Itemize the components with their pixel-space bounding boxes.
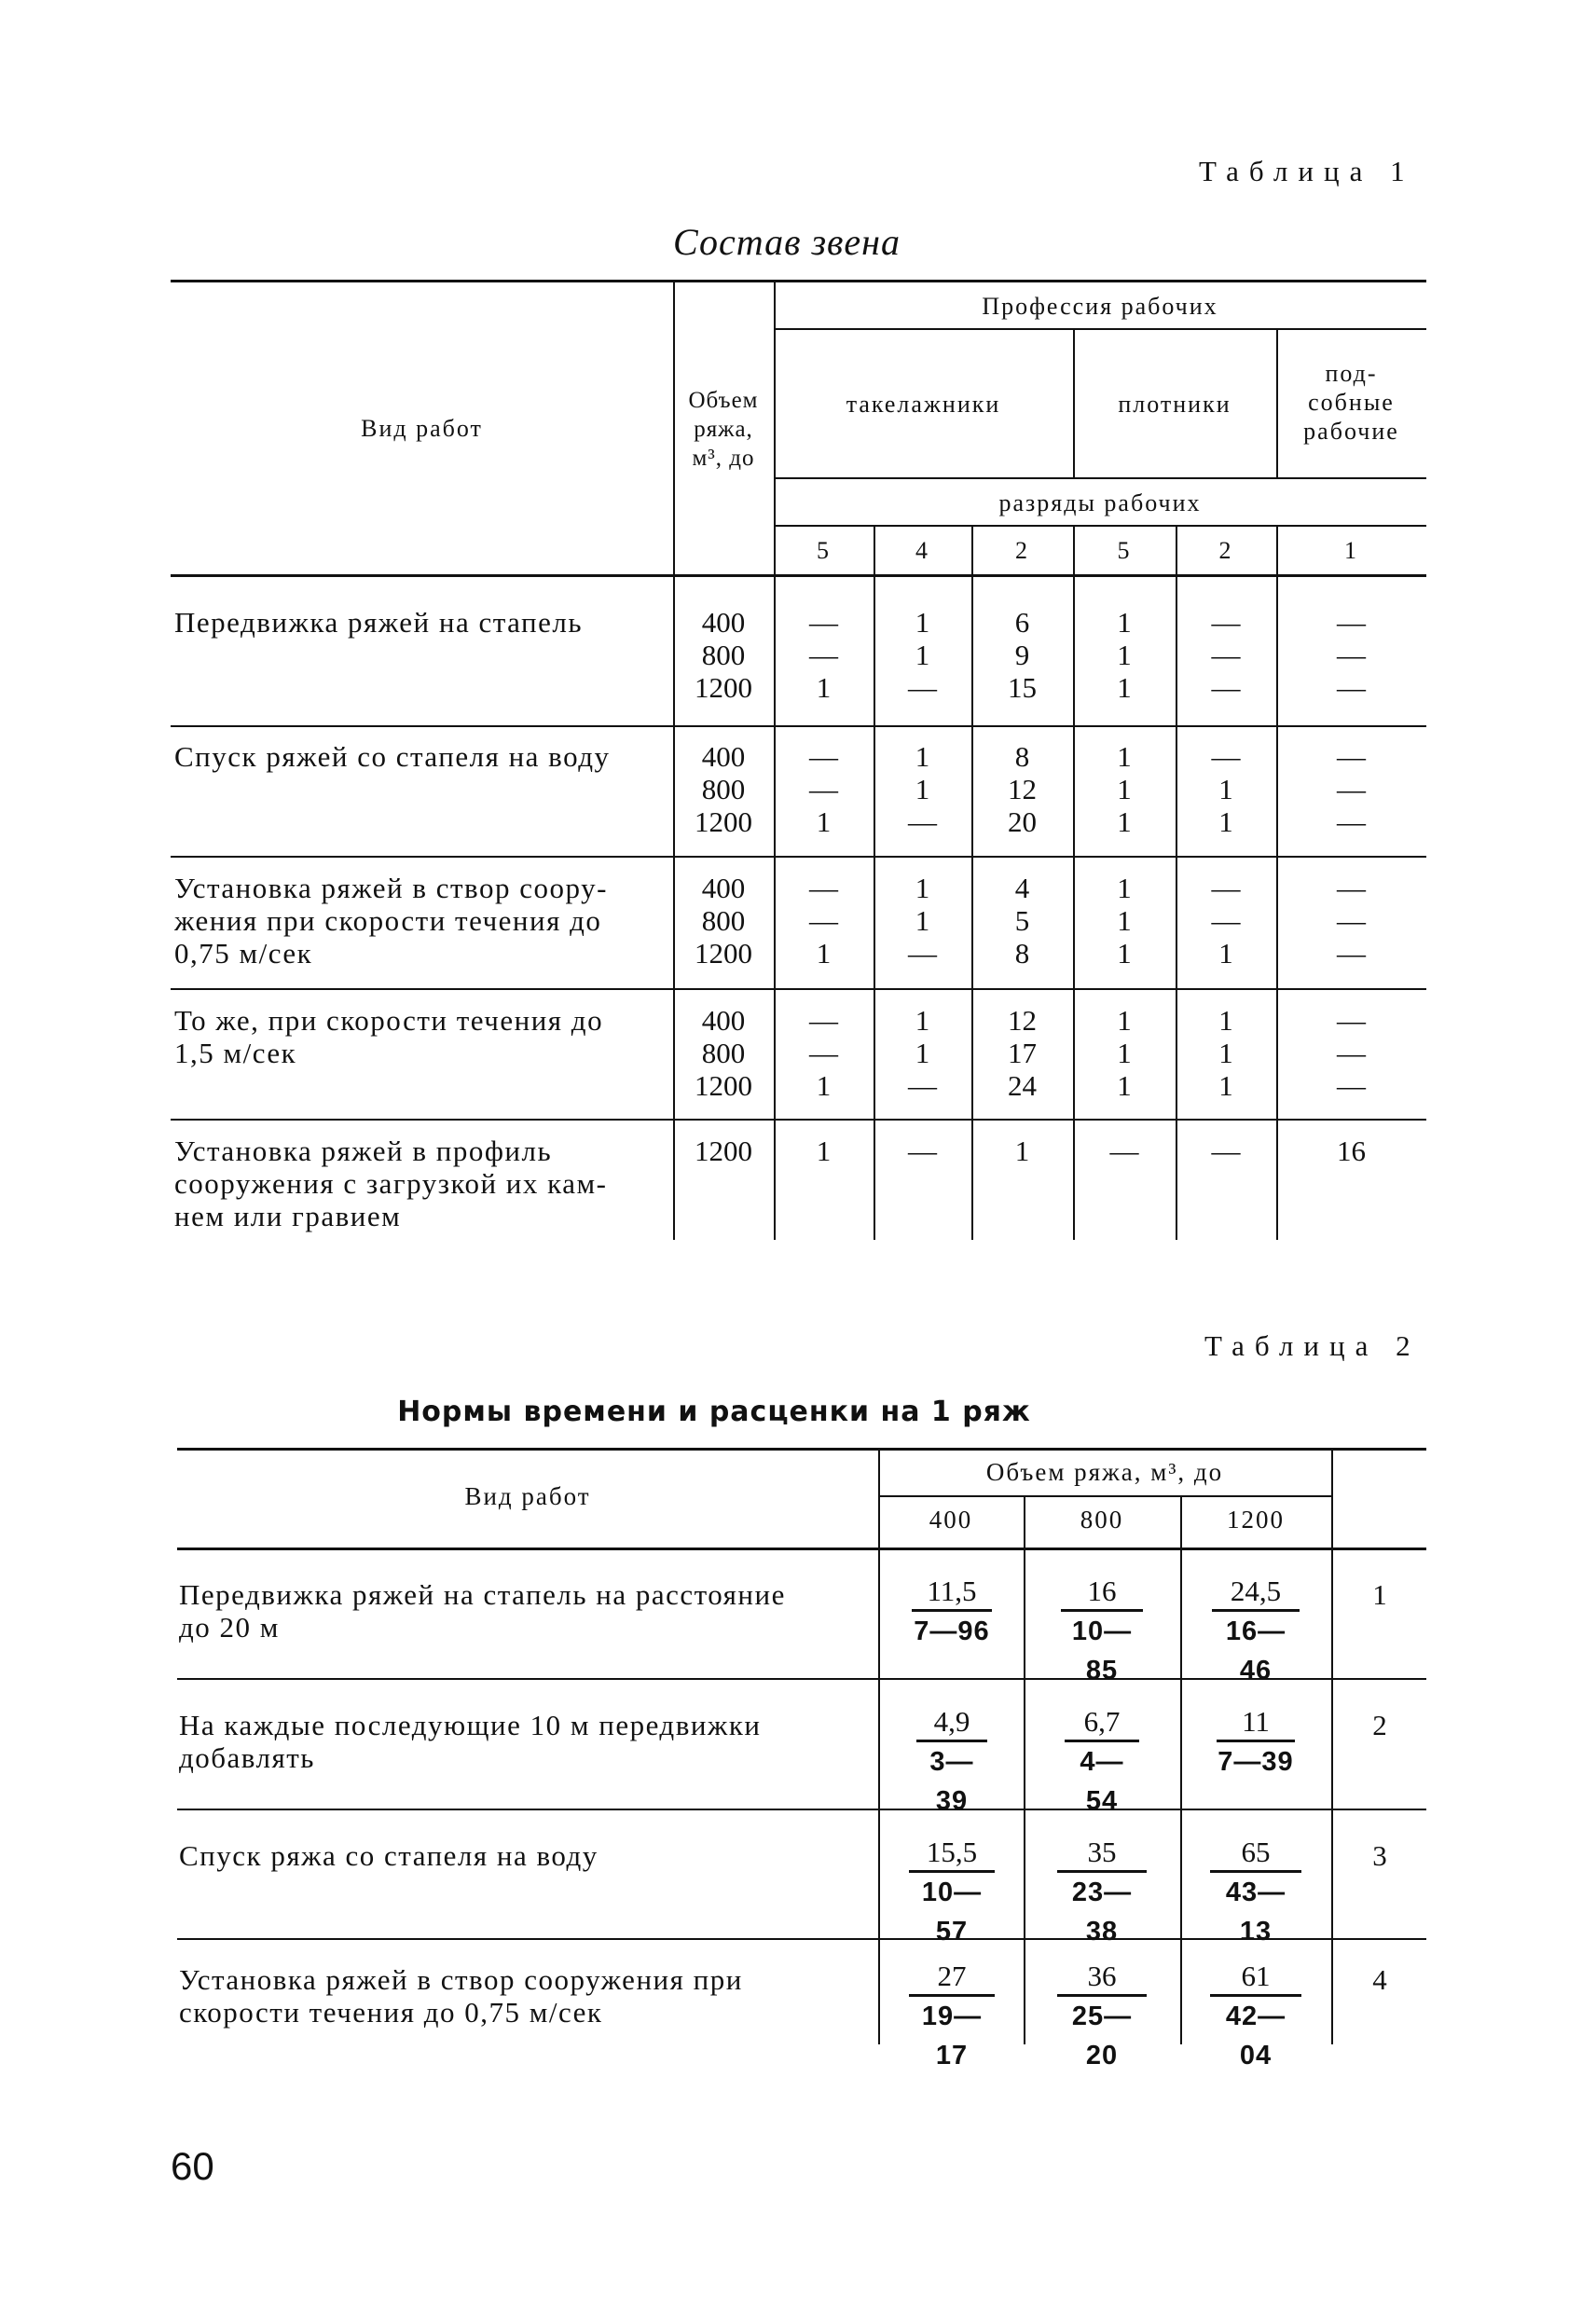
table-cell: — — 1 [809, 872, 838, 970]
grade-cell: 4 [915, 537, 929, 564]
col-header-helpers: под- собные рабочие [1303, 360, 1399, 445]
norm-value: $\frac{24,5}{16—46}$ [1212, 1574, 1300, 1690]
col-header-work: Вид работ [361, 415, 483, 442]
table-cell: — — — [1337, 872, 1366, 970]
table-row-work: Передвижка ряжей на стапель на расстояние до 20 м [179, 1578, 786, 1644]
table-row-volumes: 400 800 1200 [695, 740, 752, 838]
norm-value: $\frac{4,9}{3—39}$ [916, 1704, 987, 1821]
col-header-work: Вид работ [464, 1482, 591, 1510]
table-cell: 12 17 24 [1008, 1004, 1037, 1102]
table-cell: — — — [1211, 606, 1241, 704]
table-cell: 1 1 1 [1218, 1004, 1233, 1102]
table-row-work: Передвижка ряжей на стапель [174, 606, 583, 639]
norm-value: $\frac{61}{42—04}$ [1210, 1959, 1301, 2075]
table2-title: Нормы времени и расценки на 1 ряж [397, 1396, 1031, 1428]
table-cell: — [1109, 1135, 1139, 1167]
table2-label: Таблица 2 [1204, 1329, 1421, 1362]
col-header-riggers: такелажники [846, 391, 1001, 418]
table-cell: 1 [816, 1135, 832, 1167]
table-cell: 1 1 1 [1117, 1004, 1132, 1102]
table-row-work: То же, при скорости течения до 1,5 м/сек [174, 1004, 604, 1069]
table-cell: — — 1 [809, 606, 838, 704]
row-number: 3 [1372, 1839, 1387, 1872]
table-row-work: На каждые последующие 10 м передвижки добавлять [179, 1709, 762, 1774]
table-cell: 1 1 — [908, 606, 937, 704]
col-header-volume: Объем ряжа, м³, до [688, 388, 759, 471]
table-cell: 1 1 1 [1117, 872, 1132, 970]
norm-value: $\frac{27}{19—17}$ [909, 1959, 995, 2075]
norm-value: $\frac{11,5}{7—96}$ [912, 1574, 992, 1651]
table-cell: 1 1 — [908, 1004, 937, 1102]
table-row-volumes: 400 800 1200 [695, 1004, 752, 1102]
table1-title: Состав звена [673, 221, 901, 263]
table-cell: 1 1 1 [1117, 606, 1132, 704]
table-cell: — — — [1337, 606, 1366, 704]
row-number: 4 [1372, 1963, 1387, 1996]
table-cell: — — 1 [1211, 872, 1241, 970]
table-cell: — — — [1337, 740, 1366, 838]
table-row-work: Спуск ряжей со стапеля на воду [174, 740, 611, 773]
table-cell: 1 1 — [908, 872, 937, 970]
table-cell: 1 1 1 [1117, 740, 1132, 838]
table-row-work: Спуск ряжа со стапеля на воду [179, 1839, 598, 1872]
col-header-grades: разряды рабочих [998, 489, 1202, 516]
table-cell: 1 [1014, 1135, 1030, 1167]
vol-400-header: 400 [929, 1506, 973, 1534]
vol-1200-header: 1200 [1227, 1506, 1285, 1534]
table-row-volumes: 400 800 1200 [695, 872, 752, 970]
col-header-profession: Профессия рабочих [982, 293, 1218, 320]
norm-value: $\frac{16}{10—85}$ [1061, 1574, 1143, 1690]
table-row-work: Установка ряжей в створ соору- жения при скорости течения до 0,75 м/сек [174, 872, 608, 970]
table-cell: — — 1 [809, 1004, 838, 1102]
norm-value: $\frac{36}{25—20}$ [1057, 1959, 1147, 2075]
table-cell: 6 9 15 [1008, 606, 1037, 704]
norm-value: $\frac{6,7}{4—54}$ [1065, 1704, 1139, 1821]
table-cell: — — 1 [809, 740, 838, 838]
norm-value: $\frac{15,5}{10—57}$ [909, 1835, 995, 1951]
table-cell: 1 1 — [908, 740, 937, 838]
grade-cell: 5 [1117, 537, 1132, 564]
table-cell: 16 [1337, 1135, 1366, 1167]
norm-value: $\frac{35}{23—38}$ [1057, 1835, 1147, 1951]
table-cell: — 1 1 [1211, 740, 1241, 838]
norm-value: $\frac{65}{43—13}$ [1210, 1835, 1301, 1951]
table-cell: — [908, 1135, 937, 1167]
grade-cell: 2 [1218, 537, 1233, 564]
table-row-work: Установка ряжей в створ сооружения при скорости течения до 0,75 м/сек [179, 1963, 743, 2029]
col-header-volume: Объем ряжа, м³, до [985, 1458, 1224, 1486]
row-number: 1 [1372, 1578, 1387, 1611]
table-row-volumes: 400 800 1200 [695, 606, 752, 704]
table-cell: — — — [1337, 1004, 1366, 1102]
grade-cell: 5 [817, 537, 831, 564]
table-cell: — [1211, 1135, 1241, 1167]
table-row-volumes: 1200 [695, 1135, 752, 1167]
table-row-work: Установка ряжей в профиль сооружения с загрузкой их кам- нем или гравием [174, 1135, 608, 1232]
row-number: 2 [1372, 1709, 1387, 1741]
table1-label: Таблица 1 [1199, 155, 1415, 187]
table-cell: 8 12 20 [1008, 740, 1037, 838]
norm-value: $\frac{11}{7—39}$ [1218, 1705, 1294, 1777]
grade-cell: 1 [1344, 537, 1358, 564]
grade-cell: 2 [1015, 537, 1029, 564]
col-header-carpenters: плотники [1118, 391, 1231, 418]
vol-800-header: 800 [1080, 1506, 1124, 1534]
table-cell: 4 5 8 [1014, 872, 1030, 970]
page-number: 60 [171, 2144, 214, 2188]
